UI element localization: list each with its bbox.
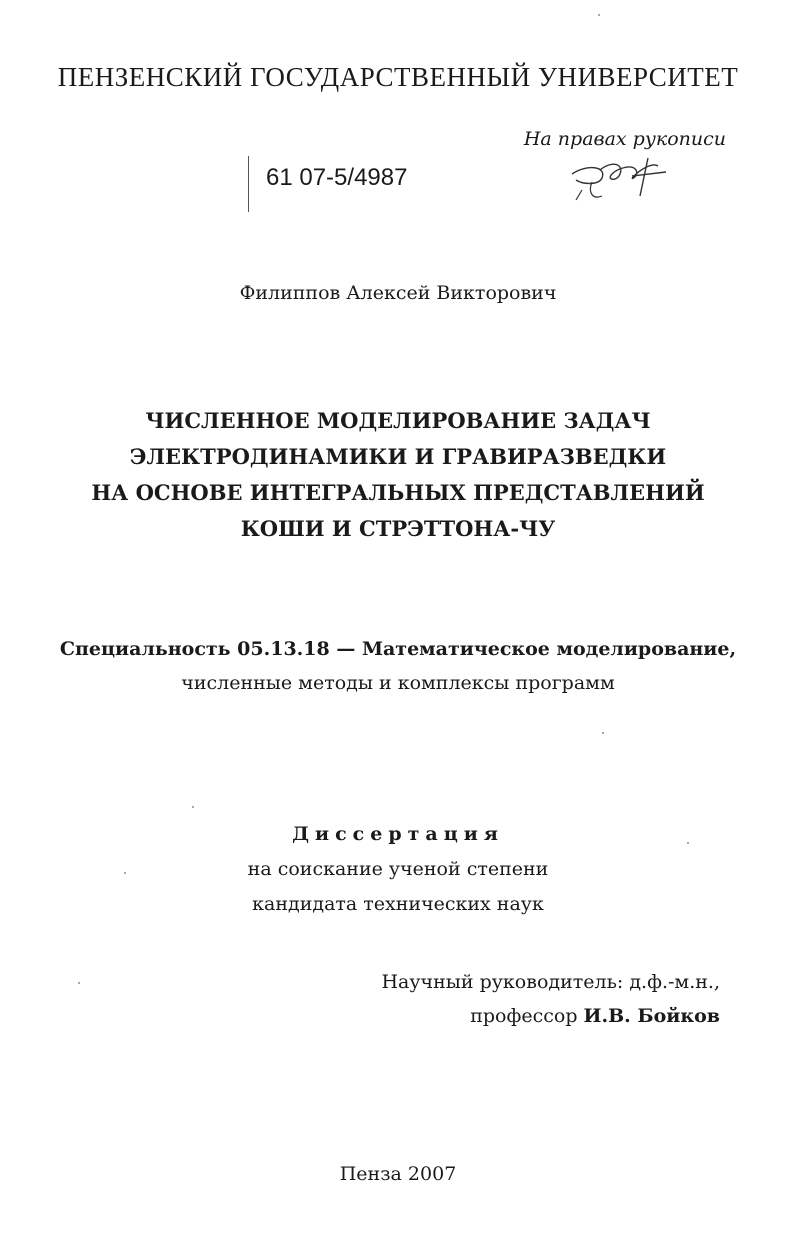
degree-block <box>0 817 796 922</box>
supervisor-title: профессор <box>470 1005 578 1027</box>
dissertation-label: Диссертация <box>292 823 504 845</box>
specialty-line: Специальность 05.13.18 — Математическое моделирование, <box>59 638 737 660</box>
title-line: КОШИ И СТРЭТТОНА-ЧУ <box>240 516 556 541</box>
supervisor-line: Научный руководитель: д.ф.-м.н., <box>381 971 720 993</box>
degree-line: на соискание ученой степени <box>247 858 549 880</box>
title-line: ЭЛЕКТРОДИНАМИКИ И ГРАВИРАЗВЕДКИ <box>129 444 667 469</box>
scan-speck <box>192 806 194 808</box>
supervisor-name: И.В. Бойков <box>583 1005 720 1027</box>
scan-speck <box>78 982 80 984</box>
city-year: Пенза 2007 <box>339 1163 457 1185</box>
archive-stamp-rule <box>248 156 249 212</box>
scan-speck <box>602 732 604 734</box>
dissertation-title <box>0 403 796 547</box>
degree-line: кандидата технических наук <box>252 893 544 915</box>
supervisor-line <box>381 999 720 1033</box>
author-name: Филиппов Алексей Викторович <box>239 282 557 304</box>
scan-speck <box>124 872 126 874</box>
specialty-line: численные методы и комплексы программ <box>181 672 615 694</box>
signature-icon <box>562 152 682 204</box>
university-name: ПЕНЗЕНСКИЙ ГОСУДАРСТВЕННЫЙ УНИВЕРСИТЕТ <box>57 62 739 92</box>
scan-speck <box>598 14 600 16</box>
scan-speck <box>687 842 689 844</box>
supervisor-block <box>381 965 720 1033</box>
specialty-block <box>0 632 796 700</box>
title-line: ЧИСЛЕННОЕ МОДЕЛИРОВАНИЕ ЗАДАЧ <box>145 408 651 433</box>
rights-notice: На правах рукописи <box>523 128 726 150</box>
archive-number: 61 07-5/4987 <box>266 164 408 191</box>
title-line: НА ОСНОВЕ ИНТЕГРАЛЬНЫХ ПРЕДСТАВЛЕНИЙ <box>91 480 705 505</box>
